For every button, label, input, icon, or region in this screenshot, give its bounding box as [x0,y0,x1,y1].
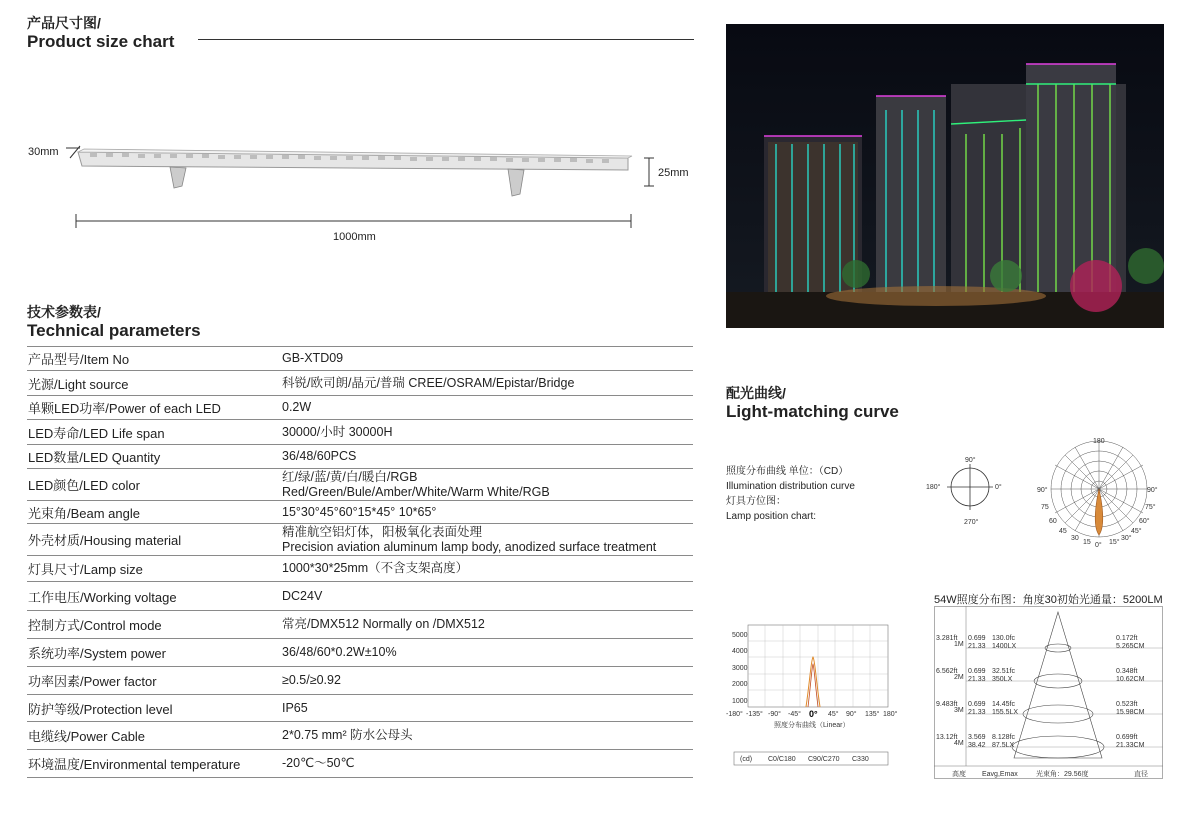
cone-value: 5.265CM [1116,643,1145,650]
cone-value: 350LX [992,676,1013,683]
linear-y-tick: 4000 [732,648,748,655]
linear-y-tick: 1000 [732,698,748,705]
param-value-line: 30000/小时 30000H [282,424,393,439]
cone-value: 10.62CM [1116,676,1145,683]
linear-legend-item: C0/C180 [768,756,796,763]
curve-title-en: Light-matching curve [726,402,899,421]
polar-label: 90° [1037,487,1048,494]
cone-value: 0.699 [968,635,986,642]
polar-label: 75° [1145,504,1156,511]
cone-value: 0.699 [968,668,986,675]
cone-value: 0.172ft [1116,635,1138,642]
building-night-photo [726,24,1164,328]
polar-label: 60° [1139,518,1150,525]
param-row [27,469,693,501]
cone-value: 14.45fc [992,701,1015,708]
param-row [27,695,693,722]
cone-value: 32.51fc [992,668,1015,675]
linear-caption: 照度分布曲线（Linear） [774,722,850,729]
param-label: 环境温度/Environmental temperature [28,757,241,772]
param-row [27,639,693,667]
cone-value: 21.33 [968,709,986,716]
cone-value: 38.42 [968,742,986,749]
param-row [27,346,693,371]
param-value-line: IP65 [282,700,308,715]
cone-value: 87.5LX [992,742,1015,749]
linear-legend-item: C330 [852,756,869,763]
param-label: 单颗LED功率/Power of each LED [28,401,221,416]
cone-footer: 光束角：29.56度 [1036,771,1089,778]
param-value [282,561,693,576]
linear-y-tick: 3000 [732,665,748,672]
param-value [282,470,693,500]
param-value [282,525,693,555]
param-value-line: 2*0.75 mm² 防水公母头 [282,728,413,742]
cone-value: 0.699 [968,701,986,708]
polar-label: 15 [1083,539,1091,546]
param-row [27,420,693,445]
compass-bottom: 270° [964,519,979,526]
cone-value: 3.281ft [936,635,958,642]
param-value [282,617,693,632]
cone-value: 6.562ft [936,668,958,675]
polar-label: 30 [1071,535,1079,542]
param-row [27,445,693,469]
param-value-line: 精准航空铝灯体，阳极氧化表面处理 [282,524,483,539]
param-value [282,645,693,660]
polar-label: 45 [1059,528,1067,535]
dim-height-label: 25mm [658,167,689,179]
linear-x-tick: 135° [865,711,880,718]
linear-distribution-chart [726,620,898,770]
param-row [27,396,693,420]
param-label: 外壳材质/Housing material [28,533,182,548]
param-value-line: 36/48/60*0.2W±10% [282,645,397,659]
param-value-line: 0.2W [282,400,312,414]
param-value-line: Red/Green/Bule/Amber/White/Warm White/RGB [282,484,550,499]
polar-label: 180 [1093,438,1105,445]
dim-width-label: 30mm [28,146,59,158]
lamp-position-compass [920,452,1010,526]
param-value [282,505,693,520]
linear-y-tick: 2000 [732,681,748,688]
cone-value: 1M [954,641,964,648]
param-row [27,667,693,695]
polar-label: 90° [1147,487,1158,494]
param-row [27,750,693,778]
cone-value: 4M [954,740,964,747]
tech-parameters-table [27,346,693,778]
param-value-line: 1000*30*25mm（不含支架高度） [282,561,469,575]
linear-x-tick: -90° [768,711,781,718]
param-value [282,756,693,771]
compass-left: 180° [926,484,941,491]
polar-label: 30° [1121,535,1132,542]
header-rule [198,39,694,40]
linear-y-tick: 5000 [732,632,748,639]
dim-length-label: 1000mm [333,231,376,243]
cone-value: 155.5LX [992,709,1019,716]
compass-top: 90° [965,457,976,464]
cone-value: 9.483ft [936,701,958,708]
polar-label: 75 [1041,504,1049,511]
param-value [282,400,693,415]
compass-right: 0° [995,484,1002,491]
linear-x-tick: 90° [846,711,857,718]
param-row [27,524,693,556]
curve-pos-en: Lamp position chart: [726,511,817,522]
cone-value: 0.348ft [1116,668,1138,675]
tech-title-cn: 技术参数表/ [27,304,101,320]
param-label: 光源/Light source [28,376,129,392]
cone-footer: 直径 [1134,771,1148,778]
cone-footer: 高度 [952,771,966,778]
polar-label: 45° [1131,528,1142,535]
cone-value: 21.33 [968,643,986,650]
param-value-line: 科锐/欧司朗/晶元/普瑞 CREE/OSRAM/Epistar/Bridge [282,375,575,390]
param-row [27,556,693,582]
param-value-line: 15°30°45°60°15*45° 10*65° [282,504,437,519]
param-label: 工作电压/Working voltage [28,589,177,605]
linear-legend-item: C90/C270 [808,756,840,763]
param-row [27,582,693,611]
param-label: 产品型号/Item No [28,352,130,367]
param-label: 系统功率/System power [28,646,166,661]
param-label: 功率因素/Power factor [28,674,157,689]
param-value [282,449,693,464]
cone-value: 2M [954,674,964,681]
param-value [282,701,693,716]
cone-value: 130.0fc [992,635,1015,642]
curve-title-cn: 配光曲线/ [726,385,786,401]
param-value-line: 36/48/60PCS [282,449,357,463]
linear-x-tick: 0° [809,709,818,719]
cone-value: 0.523ft [1116,701,1138,708]
cone-value: 3.569 [968,734,986,741]
param-value-line: -20℃～50℃ [282,756,355,770]
cone-value: 3M [954,707,964,714]
linear-x-tick: -135° [746,711,763,718]
param-row [27,501,693,524]
linear-legend-unit: (cd) [740,756,753,763]
cone-value: 13.12ft [936,734,958,741]
product-size-title-en: Product size chart [27,32,175,51]
cone-footer: Eavg,Emax [982,771,1018,778]
polar-label: 60 [1049,518,1057,525]
curve-desc-en: Illumination distribution curve [726,481,855,492]
param-label: LED数量/LED Quantity [28,450,161,465]
param-row [27,611,693,639]
param-label: 防护等级/Protection level [28,701,173,717]
param-value-line: ≥0.5/≥0.92 [282,673,341,687]
param-value-line: 红/绿/蓝/黄/白/暖白/RGB [282,469,418,484]
linear-x-tick: -180° [726,711,743,718]
polar-beam-shape [1095,489,1103,535]
product-size-title-cn: 产品尺寸图/ [27,15,101,31]
cone-value: 21.33 [968,676,986,683]
curve-pos-cn: 灯具方位图： [726,496,786,507]
curve-desc-cn: 照度分布曲线 单位：（CD） [726,466,849,477]
cone-value: 1400LX [992,643,1017,650]
polar-label: 15° [1109,539,1120,546]
param-value-line: DC24V [282,588,323,603]
linear-x-tick: 45° [828,711,839,718]
param-value [282,673,693,688]
cone-value: 21.33CM [1116,742,1145,749]
param-label: 灯具尺寸/Lamp size [28,562,143,577]
cone-value: 0.699ft [1116,734,1138,741]
linear-x-tick: 180° [883,711,898,718]
param-value [282,351,693,366]
param-value-line: GB-XTD09 [282,351,344,365]
param-value-line: 常亮/DMX512 Normally on /DMX512 [282,617,485,631]
cone-illuminance-chart [934,606,1164,780]
param-value [282,425,693,440]
param-value [282,376,693,391]
polar-label: 0° [1095,542,1102,549]
tech-title-en: Technical parameters [27,321,201,340]
param-label: LED颜色/LED color [28,478,140,493]
param-value-line: Precision aviation aluminum lamp body, anodized surface treatment [282,539,657,554]
param-value [282,589,693,604]
param-label: 电缆线/Power Cable [28,729,146,744]
param-label: 控制方式/Control mode [28,618,162,633]
param-value [282,728,693,743]
param-label: LED寿命/LED Life span [28,425,165,441]
cone-value: 15.98CM [1116,709,1145,716]
cone-title: 54W照度分布图：角度30初始光通量：5200LM [934,594,1163,606]
linear-x-tick: -45° [788,711,801,718]
param-label: 光束角/Beam angle [28,505,140,521]
cone-value: 8.128fc [992,734,1015,741]
param-row [27,722,693,750]
polar-distribution-chart [1035,437,1165,549]
param-row [27,371,693,396]
